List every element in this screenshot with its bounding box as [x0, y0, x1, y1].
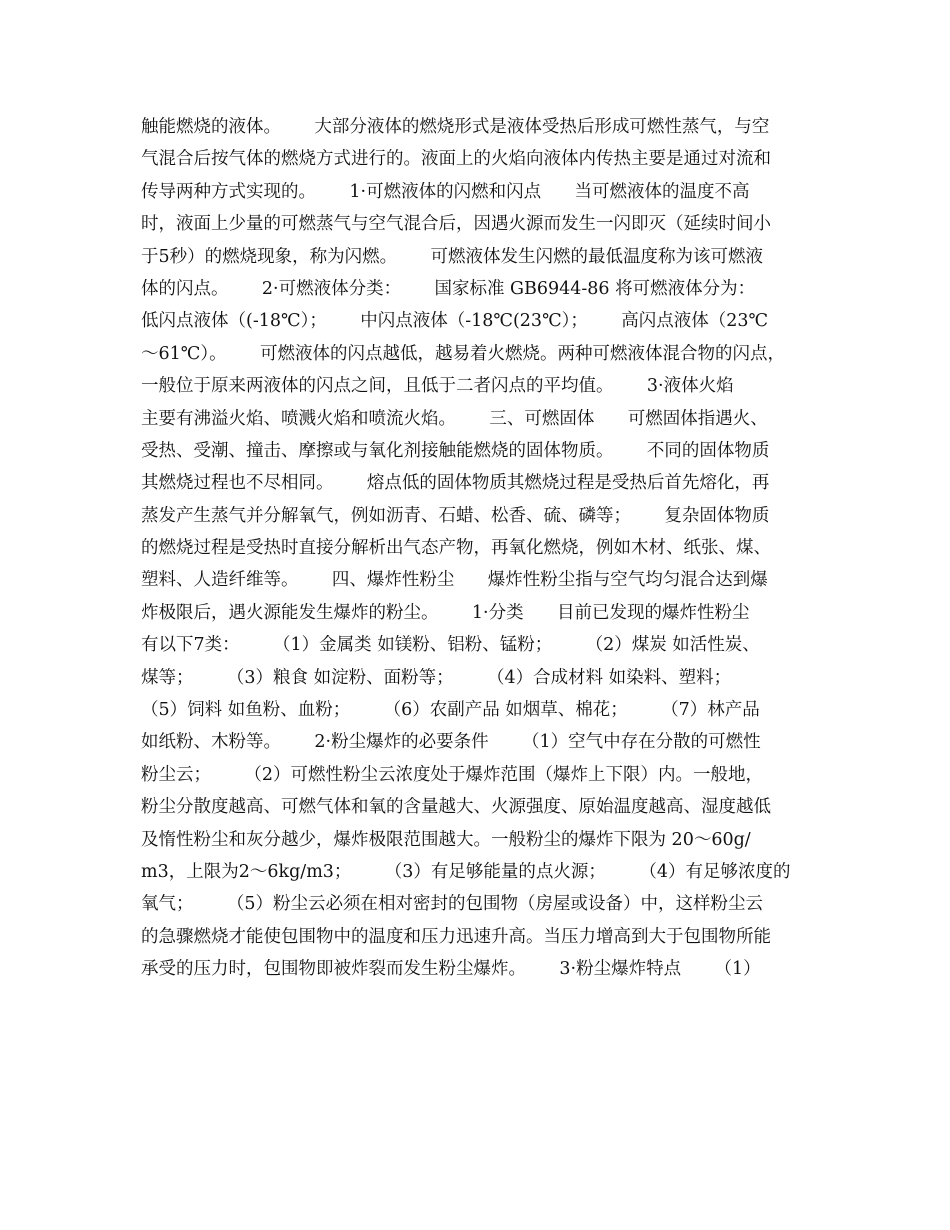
- text-line: 体的闪点。 2·可燃液体分类： 国家标准 GB6944-86 将可燃液体分为：: [141, 278, 756, 299]
- text-line: 有以下7类： （1）金属类 如镁粉、铝粉、锰粉； （2）煤炭 如活性炭、: [141, 635, 760, 656]
- text-line: 蒸发产生蒸气并分解氧气，例如沥青、石蜡、松香、硫、磷等； 复杂固体物质: [141, 505, 770, 526]
- text-line: 承受的压力时，包围物即被炸裂而发生粉尘爆炸。 3·粉尘爆炸特点 （1）: [141, 959, 761, 980]
- text-line: 主要有沸溢火焰、喷溅火焰和喷流火焰。 三、可燃固体 可燃固体指遇火、: [141, 408, 768, 429]
- text-line: ～61℃）。 可燃液体的闪点越低，越易着火燃烧。两种可燃液体混合物的闪点，: [141, 343, 785, 364]
- text-line: 粉尘分散度越高、可燃气体和氧的含量越大、火源强度、原始温度越高、湿度越低: [141, 797, 771, 818]
- text-line: 传导两种方式实现的。 1·可燃液体的闪燃和闪点 当可燃液体的温度不高: [141, 181, 750, 202]
- text-line: 受热、受潮、撞击、摩擦或与氧化剂接触能燃烧的固体物质。 不同的固体物质: [141, 440, 770, 461]
- text-line: m3，上限为2～6kg/m3； （3）有足够能量的点火源； （4）有足够浓度的: [141, 861, 791, 882]
- text-line: 炸极限后，遇火源能发生爆炸的粉尘。 1·分类 目前已发现的爆炸性粉尘: [141, 602, 750, 623]
- text-line: 煤等； （3）粮食 如淀粉、面粉等； （4）合成材料 如染料、塑料；: [141, 667, 732, 688]
- text-line: （5）饲料 如鱼粉、血粉； （6）农副产品 如烟草、棉花； （7）林产品: [141, 700, 760, 721]
- text-line: 如纸粉、木粉等。 2·粉尘爆炸的必要条件 （1）空气中存在分散的可燃性: [141, 732, 761, 753]
- text-line: 的燃烧过程是受热时直接分解析出气态产物，再氧化燃烧，例如木材、纸张、煤、: [141, 538, 771, 559]
- text-line: 及惰性粉尘和灰分越少，爆炸极限范围越大。一般粉尘的爆炸下限为 20～60g/: [141, 829, 751, 850]
- text-line: 触能燃烧的液体。 大部分液体的燃烧形式是液体受热后形成可燃性蒸气，与空: [141, 117, 770, 137]
- text-line: 其燃烧过程也不尽相同。 熔点低的固体物质其燃烧过程是受热后首先熔化，再: [141, 473, 770, 494]
- text-line: 塑料、人造纤维等。 四、爆炸性粉尘 爆炸性粉尘指与空气均匀混合达到爆: [141, 570, 768, 591]
- text-line: 于5秒）的燃烧现象，称为闪燃。 可燃液体发生闪燃的最低温度称为该可燃液: [141, 246, 764, 267]
- text-line: 一般位于原来两液体的闪点之间，且低于二者闪点的平均值。 3·液体火焰: [141, 376, 734, 397]
- text-line: 气混合后按气体的燃烧方式进行的。液面上的火焰向液体内传热主要是通过对流和: [141, 149, 771, 170]
- text-line: 时，液面上少量的可燃蒸气与空气混合后，因遇火源而发生一闪即灭（延续时间小: [141, 214, 771, 235]
- text-line: 的急骤燃烧才能使包围物中的温度和压力迅速升高。当压力增高到大于包围物所能: [141, 926, 771, 947]
- text-line: 粉尘云； （2）可燃性粉尘云浓度处于爆炸范围（爆炸上下限）内。一般地，: [141, 764, 764, 785]
- body-text: [141, 111, 821, 986]
- text-line: 低闪点液体（(-18℃）； 中闪点液体（-18℃(23℃）； 高闪点液体（23℃: [141, 311, 769, 332]
- text-line: 氧气； （5）粉尘云必须在相对密封的包围物（房屋或设备）中，这样粉尘云: [141, 894, 764, 915]
